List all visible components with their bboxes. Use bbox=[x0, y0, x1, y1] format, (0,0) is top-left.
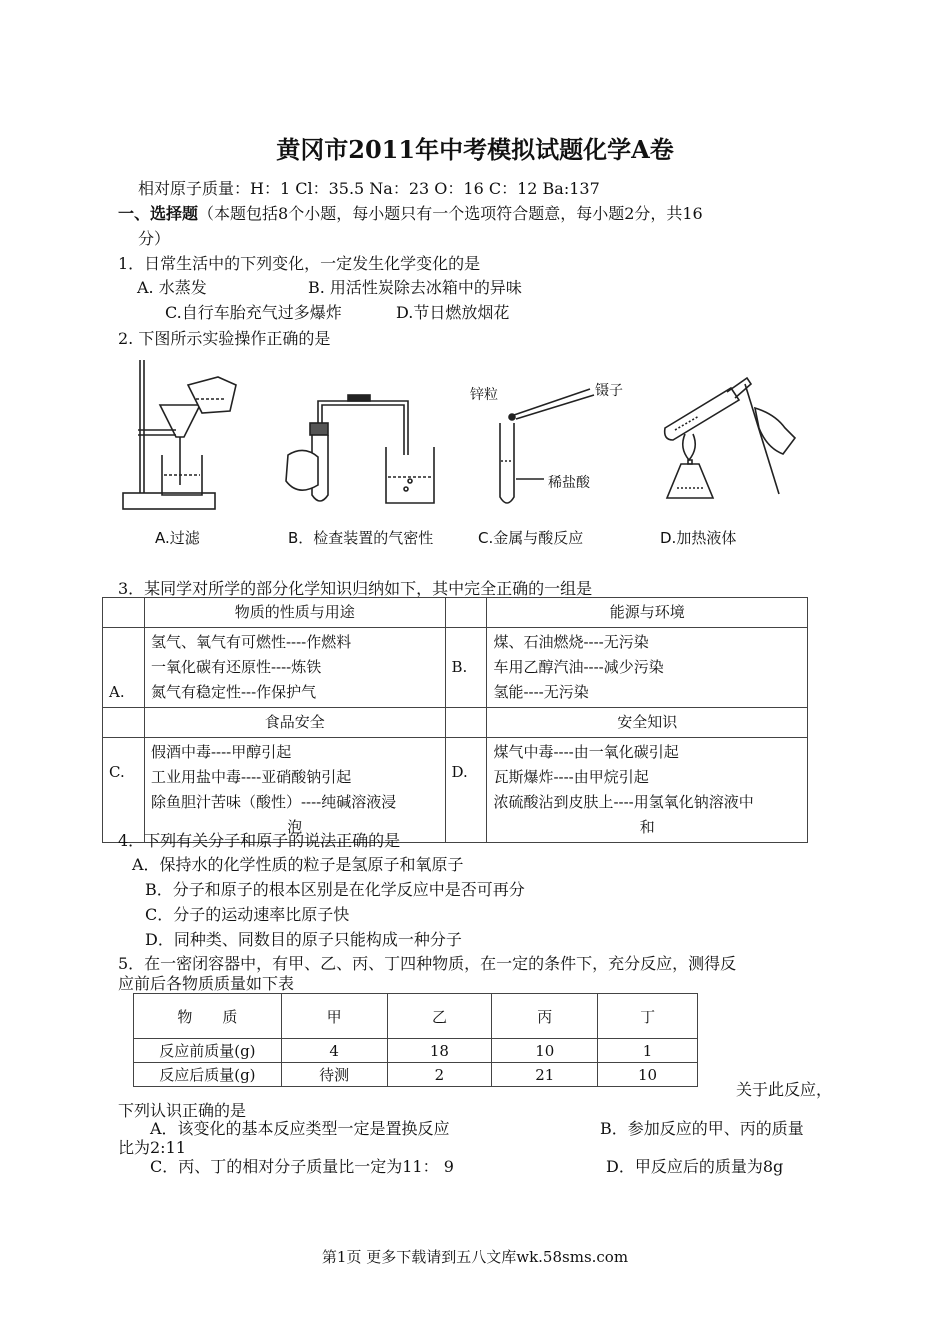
table-cell-a bbox=[144, 628, 445, 708]
list-item: 浓硫酸沾到皮肤上----用氢氧化钠溶液中 bbox=[493, 793, 754, 811]
q5-option-b-cont: 比为2:11 bbox=[118, 1138, 186, 1157]
q2-stem: 2. 下图所示实验操作正确的是 bbox=[118, 329, 331, 348]
page-title: 黄冈市2011年中考模拟试题化学A卷 bbox=[276, 135, 674, 164]
q5-option-d: D．甲反应后的质量为8g bbox=[606, 1157, 784, 1176]
table-option-d: D. bbox=[445, 738, 487, 843]
table-row bbox=[134, 1039, 698, 1063]
list-item: 煤气中毒----由一氧化碳引起 bbox=[493, 743, 679, 761]
table-cell: 反应后质量(g) bbox=[134, 1063, 282, 1087]
page-footer: 第1页 更多下载请到五八文库wk.58sms.com bbox=[321, 1248, 629, 1266]
table-header-c: 食品安全 bbox=[144, 708, 445, 738]
figure-caption-a: A.过滤 bbox=[155, 529, 200, 547]
list-item: 氢能----无污染 bbox=[493, 683, 589, 701]
table-cell-b bbox=[487, 628, 808, 708]
list-item: 车用乙醇汽油----减少污染 bbox=[493, 658, 664, 676]
q1-option-b: B. 用活性炭除去冰箱中的异味 bbox=[308, 278, 522, 297]
table-option-c: C. bbox=[103, 738, 145, 843]
table-header-b: 能源与环境 bbox=[487, 598, 808, 628]
q5-stem: 5．在一密闭容器中，有甲、乙、丙、丁四种物质，在一定的条件下，充分反应，测得反 bbox=[118, 954, 737, 973]
label-zinc: 锌粒 bbox=[470, 387, 498, 403]
figure-caption-b: B．检查装置的气密性 bbox=[288, 529, 434, 547]
table-cell: 反应前质量(g) bbox=[134, 1039, 282, 1063]
list-item: 工业用盐中毒----亚硝酸钠引起 bbox=[150, 768, 352, 786]
q4-option-d: D．同种类、同数目的原子只能构成一种分子 bbox=[145, 930, 462, 949]
section-note-cont: 分） bbox=[138, 229, 171, 248]
table-cell: 4 bbox=[281, 1039, 387, 1063]
table-cell bbox=[103, 708, 145, 738]
list-item: 和 bbox=[639, 818, 655, 836]
table-header-d: 安全知识 bbox=[487, 708, 808, 738]
list-item: 瓦斯爆炸----由甲烷引起 bbox=[493, 768, 649, 786]
table-option-a: A. bbox=[103, 628, 145, 708]
figure-caption-d: D.加热液体 bbox=[660, 529, 737, 547]
q4-option-c: C．分子的运动速率比原子快 bbox=[145, 905, 350, 924]
table-row bbox=[134, 1063, 698, 1087]
q1-option-c: C.自行车胎充气过多爆炸 bbox=[165, 303, 342, 322]
list-item: 假酒中毒----甲醇引起 bbox=[150, 743, 292, 761]
table-header-substance: 物 质 bbox=[134, 994, 282, 1039]
table-header-a: 物质的性质与用途 bbox=[144, 598, 445, 628]
list-item: 煤、石油燃烧----无污染 bbox=[493, 633, 649, 651]
section-heading bbox=[118, 201, 703, 224]
table-cell: 18 bbox=[387, 1039, 492, 1063]
list-item: 氮气有稳定性---作保护气 bbox=[150, 683, 317, 701]
table-cell-d bbox=[487, 738, 808, 843]
list-item: 泡 bbox=[287, 818, 303, 836]
section-title: 一、选择题 bbox=[118, 204, 199, 223]
table-cell: 待测 bbox=[281, 1063, 387, 1087]
figure-airtightness bbox=[278, 385, 448, 520]
table-header-bing: 丙 bbox=[492, 994, 598, 1039]
table-header-jia: 甲 bbox=[281, 994, 387, 1039]
table-cell bbox=[445, 598, 487, 628]
figure-filtration bbox=[118, 355, 248, 520]
q1-stem: 1．日常生活中的下列变化，一定发生化学变化的是 bbox=[118, 254, 481, 273]
section-note: （本题包括8个小题，每小题只有一个选项符合题意，每小题2分，共16 bbox=[198, 204, 703, 223]
q5-stem-cont: 应前后各物质质量如下表 bbox=[118, 974, 295, 993]
q5-option-a: A．该变化的基本反应类型一定是置换反应 bbox=[150, 1119, 450, 1138]
table-cell bbox=[445, 708, 487, 738]
label-acid: 稀盐酸 bbox=[548, 475, 590, 491]
knowledge-table bbox=[102, 597, 808, 843]
q5-line2: 下列认识正确的是 bbox=[118, 1101, 247, 1120]
table-cell: 1 bbox=[598, 1039, 698, 1063]
table-option-b: B. bbox=[445, 628, 487, 708]
list-item: 除鱼胆汁苦味（酸性）----纯碱溶液浸 bbox=[150, 793, 397, 811]
table-cell: 21 bbox=[492, 1063, 598, 1087]
table-cell: 10 bbox=[492, 1039, 598, 1063]
q5-option-b: B．参加反应的甲、丙的质量 bbox=[600, 1119, 804, 1138]
figure-heating bbox=[655, 368, 805, 518]
q3-stem: 3．某同学对所学的部分化学知识归纳如下，其中完全正确的一组是 bbox=[118, 579, 593, 598]
table-header-ding: 丁 bbox=[598, 994, 698, 1039]
q1-option-d: D.节日燃放烟花 bbox=[396, 303, 510, 322]
table-cell-c bbox=[144, 738, 445, 843]
label-tweezers: 镊子 bbox=[595, 383, 623, 399]
q5-after-table: 关于此反应， bbox=[736, 1080, 833, 1099]
figure-caption-c: C.金属与酸反应 bbox=[478, 529, 584, 547]
q5-option-c: C．丙、丁的相对分子质量比一定为11： 9 bbox=[150, 1157, 454, 1176]
table-header-yi: 乙 bbox=[387, 994, 492, 1039]
table-cell bbox=[103, 598, 145, 628]
q1-option-a: A. 水蒸发 bbox=[137, 278, 207, 297]
q4-option-a: A．保持水的化学性质的粒子是氢原子和氧原子 bbox=[132, 855, 464, 874]
list-item: 氢气、氧气有可燃性----作燃料 bbox=[150, 633, 352, 651]
q4-option-b: B．分子和原子的根本区别是在化学反应中是否可再分 bbox=[145, 880, 525, 899]
table-cell: 10 bbox=[598, 1063, 698, 1087]
mass-table bbox=[133, 993, 698, 1087]
list-item: 一氧化碳有还原性----炼铁 bbox=[150, 658, 322, 676]
atomic-mass-line: 相对原子质量：H：1 Cl：35.5 Na：23 O：16 C：12 Ba:137 bbox=[138, 179, 600, 198]
table-cell: 2 bbox=[387, 1063, 492, 1087]
q4-stem: 4．下列有关分子和原子的说法正确的是 bbox=[118, 831, 401, 850]
